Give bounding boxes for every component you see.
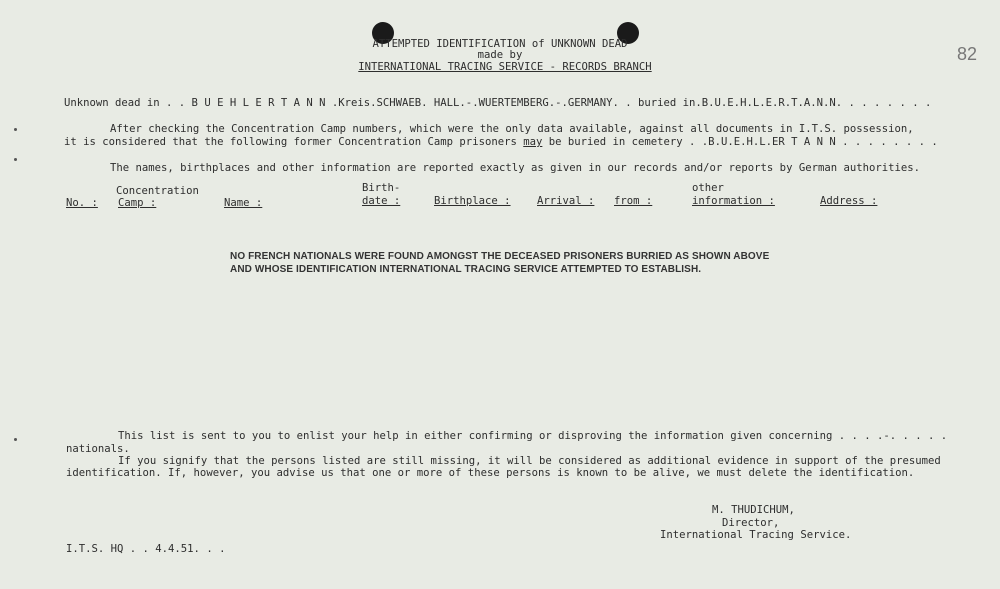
column-camp: Camp : xyxy=(118,197,157,209)
footer-reference: I.T.S. HQ . . 4.4.51. . . xyxy=(66,543,226,555)
column-arrival: Arrival : xyxy=(537,195,595,207)
page-number: 82 xyxy=(957,44,978,64)
column-camp-top: Concentration xyxy=(116,185,199,197)
signature-title: Director, xyxy=(722,517,780,529)
column-name: Name : xyxy=(224,197,263,209)
stamp-line-2: AND WHOSE IDENTIFICATION INTERNATIONAL TRACING SERVICE ATTEMPTED TO ESTABLISH. xyxy=(230,264,702,275)
stamp-line-1: NO FRENCH NATIONALS WERE FOUND AMONGST THE DECEASED PRISONERS BURRIED AS SHOWN ABOVE xyxy=(230,251,770,262)
margin-mark xyxy=(14,438,17,441)
column-birthdate: date : xyxy=(362,195,401,207)
column-birthplace: Birthplace : xyxy=(434,195,511,207)
header-subtitle: made by xyxy=(477,49,523,61)
intro-may: may xyxy=(523,136,543,148)
column-address: Address : xyxy=(820,195,878,207)
margin-mark xyxy=(14,158,17,161)
intro-line-2 xyxy=(64,136,938,148)
margin-mark xyxy=(14,128,17,131)
closing-line-4: identification. If, however, you advise us that one or more of these persons is known to be alive, we must delete the identification. xyxy=(66,467,915,479)
signature-organization: International Tracing Service. xyxy=(660,529,852,541)
location-line: Unknown dead in . . B U E H L E R T A N N .Kreis.SCHWAEB. HALL.-.WUERTEMBERG.-.GERMANY. . buried in.B.U.E.H.L.E.R.T.A.N.N. . . . . . . . xyxy=(64,97,932,109)
column-other-top: other xyxy=(692,182,724,194)
column-from: from : xyxy=(614,195,653,207)
names-note: The names, birthplaces and other information are reported exactly as given in our records and/or reports by German authorities. xyxy=(110,162,921,174)
closing-line-3: If you signify that the persons listed are still missing, it will be considered as additional evidence in support of the presumed xyxy=(118,455,941,467)
intro-line-2-start: it is considered that the following former Concentration Camp prisoners xyxy=(64,136,524,148)
header-title: ATTEMPTED IDENTIFICATION of UNKNOWN DEAD xyxy=(372,38,628,50)
signature-name: M. THUDICHUM, xyxy=(712,504,795,516)
closing-line-1: This list is sent to you to enlist your help in either confirming or disproving the information given concerning . . . .-. . . . . xyxy=(118,430,948,442)
column-information: information : xyxy=(692,195,775,207)
column-no: No. : xyxy=(66,197,98,209)
intro-line-1: After checking the Concentration Camp numbers, which were the only data available, against all documents in I.T.S. possession, xyxy=(110,123,914,135)
closing-line-2: nationals. xyxy=(66,443,130,455)
header-organization: INTERNATIONAL TRACING SERVICE - RECORDS BRANCH xyxy=(358,61,652,73)
intro-line-2-end: be buried in cemetery . .B.U.E.H.L.ER T A N N . . . . . . . . xyxy=(542,136,938,148)
column-birth-top: Birth- xyxy=(362,182,401,194)
